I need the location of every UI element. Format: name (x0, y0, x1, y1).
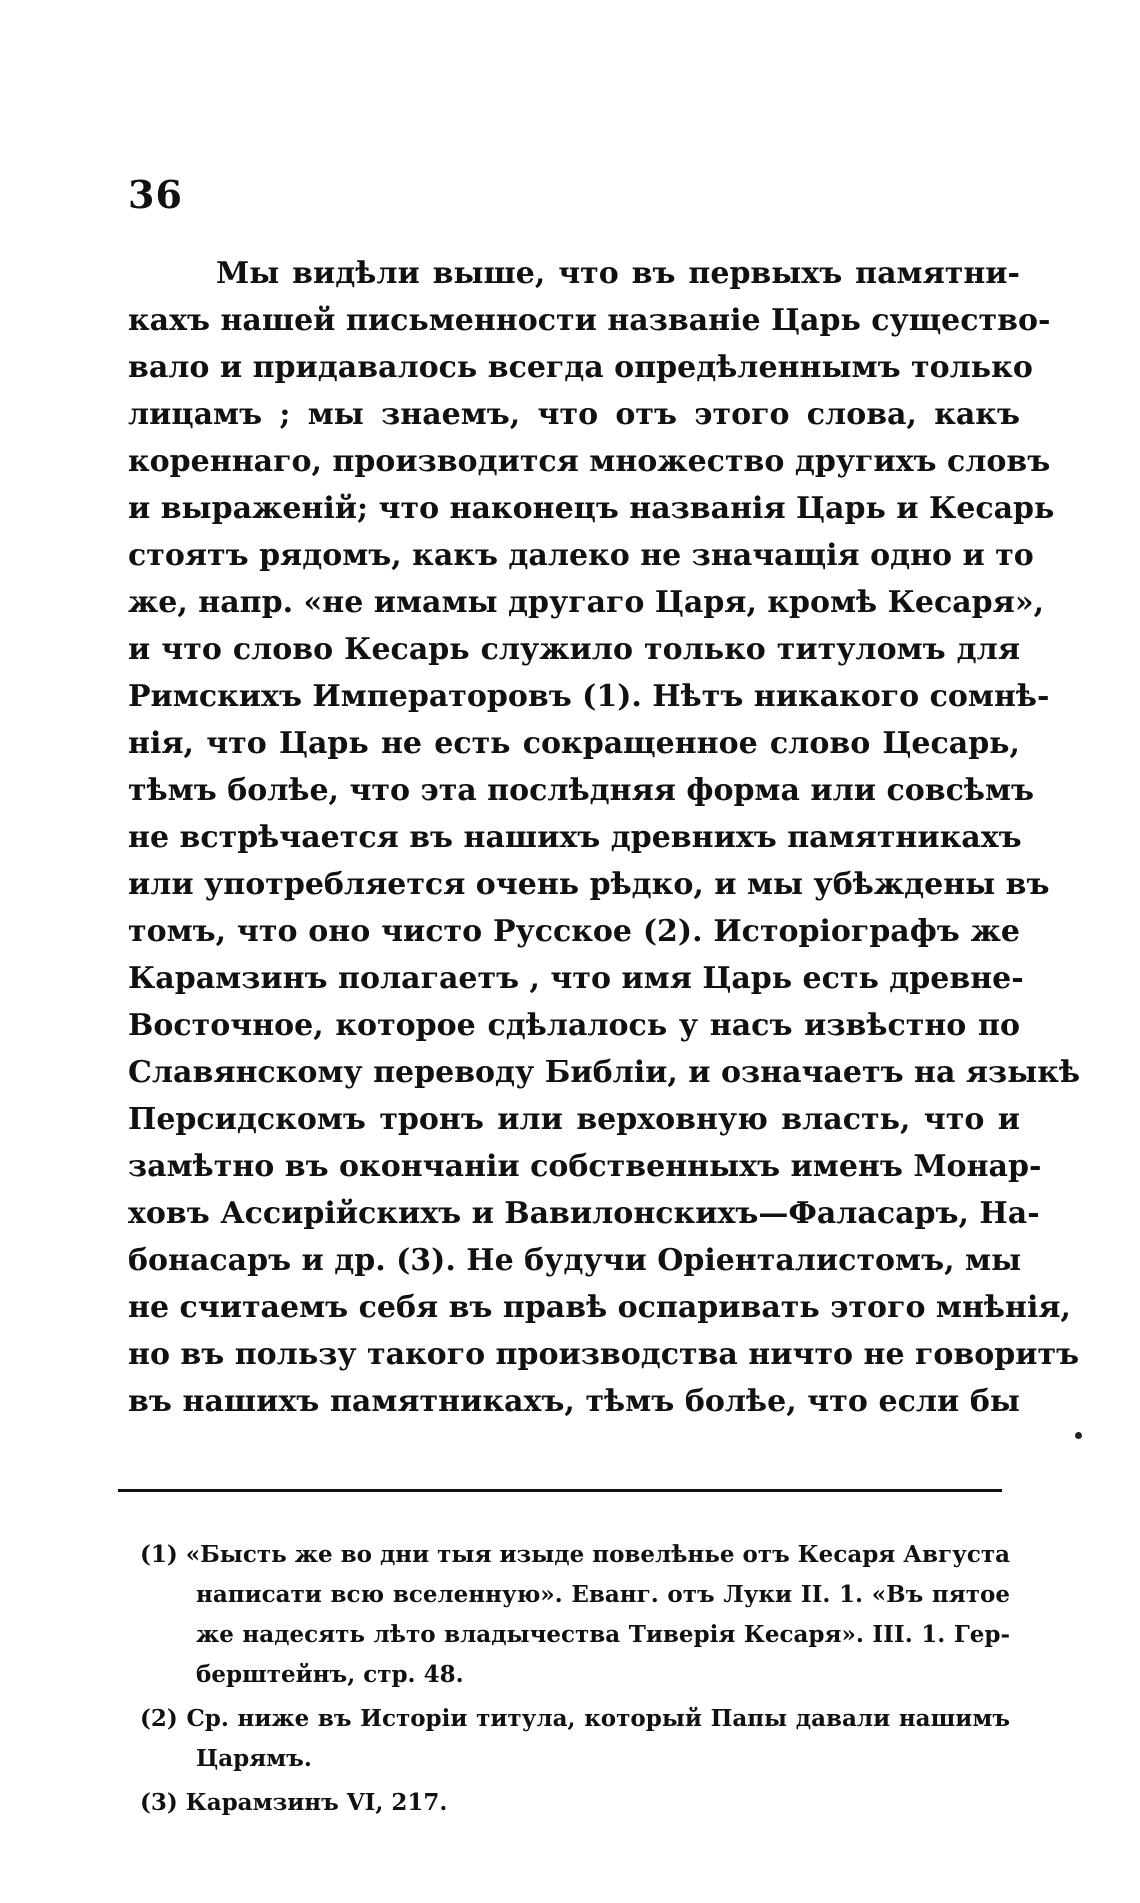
text-line: но въ пользу такого производства ничто не говоритъ (128, 1337, 1080, 1372)
text-line: Римскихъ Императоровъ (1). Нѣтъ никакого сомнѣ- (128, 679, 1050, 714)
text-line: же, напр. «не имамы другаго Царя, кромѣ Кесаря», (128, 585, 1045, 620)
text-line: кахъ нашей письменности названіе Царь существо- (128, 303, 1051, 338)
text-line: тѣмъ болѣе, что эта послѣдняя форма или совсѣмъ (128, 773, 1035, 808)
footnotes (140, 1535, 1010, 1827)
text-line: ховъ Ассирійскихъ и Вавилонскихъ—Фаласаръ, На- (128, 1196, 1040, 1231)
text-line: Славянскому переводу Библіи, и означаетъ на языкѣ (128, 1055, 1081, 1090)
margin-dot (1075, 1432, 1082, 1439)
footnote-line: же надесять лѣто владычества Тиверія Кесаря». III. 1. Гер- (196, 1621, 1010, 1648)
text-line: стоятъ рядомъ, какъ далеко не значащія одно и то (128, 538, 1034, 573)
text-line: и выраженій; что наконецъ названія Царь и Кесарь (128, 491, 1055, 526)
footnote-line: написати всю вселенную». Еванг. отъ Луки II. 1. «Въ пятое (196, 1581, 1010, 1608)
text-line: въ нашихъ памятникахъ, тѣмъ болѣе, что если бы (128, 1384, 1020, 1419)
text-line: Карамзинъ полагаетъ , что имя Царь есть древне- (128, 961, 1024, 996)
text-line: и что слово Кесарь служило только титуломъ для (128, 632, 1020, 667)
text-line: бонасаръ и др. (3). Не будучи Оріенталистомъ, мы (128, 1243, 1022, 1278)
body-text (128, 250, 1081, 1425)
footnote-line: Царямъ. (196, 1745, 312, 1772)
text-line: вало и придавалось всегда опредѣленнымъ только (128, 350, 1033, 385)
text-line: Мы видѣли выше, что въ первыхъ памятни- (216, 256, 1020, 291)
footnote-line: (3) Карамзинъ VI, 217. (140, 1789, 448, 1816)
text-line: нія, что Царь не есть сокращенное слово Цесарь, (128, 726, 1020, 761)
footnote-separator (118, 1489, 1002, 1492)
page-number: 36 (128, 172, 183, 217)
footnote-1 (140, 1535, 1010, 1695)
text-line: не считаемъ себя въ правѣ оспаривать этого мнѣнія, (128, 1290, 1071, 1325)
text-line: лицамъ ; мы знаемъ, что отъ этого слова, какъ (128, 397, 1020, 432)
text-line: Восточное, которое сдѣлалось у насъ извѣстно по (128, 1008, 1020, 1043)
text-line: Персидскомъ тронъ или верховную власть, что и (128, 1102, 1020, 1137)
footnote-2 (140, 1699, 1010, 1779)
text-line: не встрѣчается въ нашихъ древнихъ памятникахъ (128, 820, 1022, 855)
text-line: замѣтно въ окончаніи собственныхъ именъ Монар- (128, 1149, 1042, 1184)
text-line: или употребляется очень рѣдко, и мы убѣждены въ (128, 867, 1050, 902)
footnote-line: (2) Ср. ниже въ Исторіи титула, который Папы давали нашимъ (140, 1705, 1010, 1732)
text-line: томъ, что оно чисто Русское (2). Исторіографъ же (128, 914, 1020, 949)
footnote-3 (140, 1783, 1010, 1823)
text-line: кореннаго, производится множество другихъ словъ (128, 444, 1051, 479)
footnote-line: (1) «Бысть же во дни тыя изыде повелѣнье отъ Кесаря Августа (140, 1541, 1010, 1568)
footnote-line: берштейнъ, стр. 48. (196, 1661, 464, 1688)
